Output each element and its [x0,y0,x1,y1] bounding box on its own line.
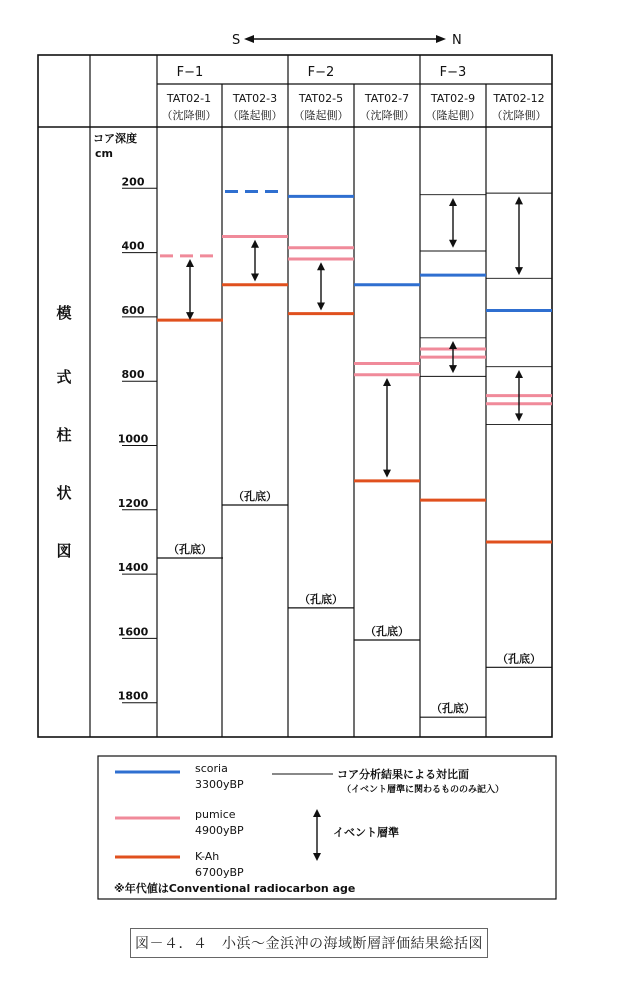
column-table [38,55,552,737]
legend-correlation-note: （イベント層準に関わるもののみ記入） [342,785,505,795]
fault-header-f2: F−2 [307,65,335,80]
core-column [420,195,486,717]
hole-bottom-label: （孔底） [168,543,212,557]
orientation-indicator [232,33,462,48]
arrow-right-icon [436,35,446,43]
legend-box [98,756,556,899]
arrow-up-icon [383,378,391,386]
legend-correlation-label: コア分析結果による対比面 [337,768,469,781]
legend-scoria-age: 3300yBP [195,778,244,791]
core-side: （沈降側） [359,109,415,122]
fault-header-f3: F−3 [439,65,467,80]
legend-note: ※年代値はConventional radiocarbon age [114,882,356,895]
core-column [486,193,552,667]
legend [98,756,556,899]
depth-tick-label: 800 [121,368,145,382]
north-label: N [452,33,462,48]
row-label-char: 図 [56,542,72,560]
core-side: （沈降側） [161,109,217,122]
arrow-up-icon [186,259,194,267]
arrow-down-icon [449,240,457,248]
fault-header-f1: F−1 [176,65,204,80]
arrow-down-icon [515,413,523,421]
table-border [38,55,552,737]
core-side: （隆起側） [293,109,349,122]
arrow-up-icon [515,370,523,378]
core-column [157,256,223,558]
arrow-up-icon [449,198,457,206]
arrow-down-icon [449,365,457,373]
row-label-char: 柱 [56,426,72,444]
arrow-up-icon [449,341,457,349]
arrow-down-icon [383,470,391,478]
depth-tick-label: 1000 [117,432,149,446]
core-column [354,285,420,640]
row-label [56,304,72,560]
core-column [222,192,288,505]
hole-bottom-label: （孔底） [365,625,409,639]
arrow-up-icon [251,240,259,248]
legend-event-label: イベント層準 [333,826,399,839]
depth-tick-label: 1400 [117,561,149,575]
depth-unit: cm [95,147,113,160]
figure-caption: 図－４．４ 小浜～金浜沖の海域断層評価結果総括図 [130,928,488,958]
depth-tick-label: 600 [121,303,145,317]
row-label-char: 式 [56,368,72,386]
core-id: TAT02-5 [298,92,344,105]
core-column [288,196,354,608]
legend-kah-name: K-Ah [195,850,220,863]
legend-kah-age: 6700yBP [195,866,244,879]
depth-header: コア深度 [93,132,137,145]
depth-tick-label: 400 [121,239,145,253]
core-side: （沈降側） [491,109,547,122]
core-id: TAT02-9 [430,92,476,105]
arrow-down-icon [515,267,523,275]
core-side: （隆起側） [425,109,481,122]
hole-bottom-label: （孔底） [233,489,277,503]
legend-pumice-age: 4900yBP [195,824,244,837]
row-label-char: 模 [56,304,72,322]
core-id: TAT02-7 [364,92,410,105]
hole-bottom-label: （孔底） [497,652,541,666]
core-side: （隆起側） [227,109,283,122]
depth-tick-label: 1800 [117,689,149,703]
row-label-char: 状 [56,484,72,502]
south-label: S [232,33,241,48]
depth-tick-label: 1200 [117,496,149,510]
arrow-up-icon [515,196,523,204]
arrow-left-icon [244,35,254,43]
core-id: TAT02-12 [493,92,545,105]
arrow-down-icon [251,274,259,282]
core-id: TAT02-3 [232,92,278,105]
core-id: TAT02-1 [166,92,212,105]
arrow-down-icon [313,853,321,861]
depth-tick-label: 1600 [117,625,149,639]
depth-axis [118,175,157,702]
hole-bottom-label: （孔底） [299,592,343,606]
hole-bottom-label: （孔底） [431,702,475,716]
arrow-down-icon [317,302,325,310]
arrow-up-icon [317,262,325,270]
legend-scoria-name: scoria [195,762,228,775]
arrow-up-icon [313,809,321,817]
legend-pumice-name: pumice [195,808,236,821]
depth-tick-label: 200 [121,175,145,189]
